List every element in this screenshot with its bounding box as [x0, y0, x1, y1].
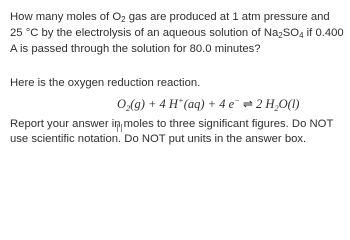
eq-o2: O	[117, 97, 127, 111]
eq-o2-sub: 2	[126, 103, 131, 113]
question-part-3: SO	[282, 27, 300, 39]
na-subscript: 2	[278, 31, 283, 40]
eq-water-h: H	[265, 97, 275, 111]
eq-electron: e	[228, 97, 235, 111]
oxygen-reduction-equation	[117, 97, 299, 111]
eq-h-charge: +	[177, 95, 184, 105]
equilibrium-arrow-icon: ⇌	[242, 97, 253, 111]
eq-water-coefficient: 2	[255, 97, 266, 111]
question-part-2: gas are produced at 1 atm pressure and 25 °C by the electrolysis of an aqueous solution of Na	[10, 11, 330, 39]
eq-o2-state: (g) + 4	[130, 97, 169, 111]
eq-water-rest: O(l)	[278, 97, 300, 111]
eq-electron-charge: −	[234, 95, 240, 105]
text-cursor-icon	[117, 124, 122, 132]
eq-h-state: (aq) + 4	[183, 97, 229, 111]
eq-h: H	[168, 97, 178, 111]
question-text	[10, 9, 344, 57]
question-part-4: if 0.400 A is passed through the solution for 80.0 minutes?	[10, 27, 344, 55]
o2-subscript: 2	[121, 15, 126, 24]
report-instructions: Report your answer in moles to three significant figures. Do NOT use scientific notation. Do NOT put units in the answer box.	[10, 118, 334, 145]
reaction-intro: Here is the oxygen reduction reaction.	[10, 77, 201, 89]
so4-subscript: 4	[299, 31, 304, 40]
eq-water-sub: 2	[274, 103, 279, 113]
question-part-1: How many moles of O	[10, 11, 122, 23]
